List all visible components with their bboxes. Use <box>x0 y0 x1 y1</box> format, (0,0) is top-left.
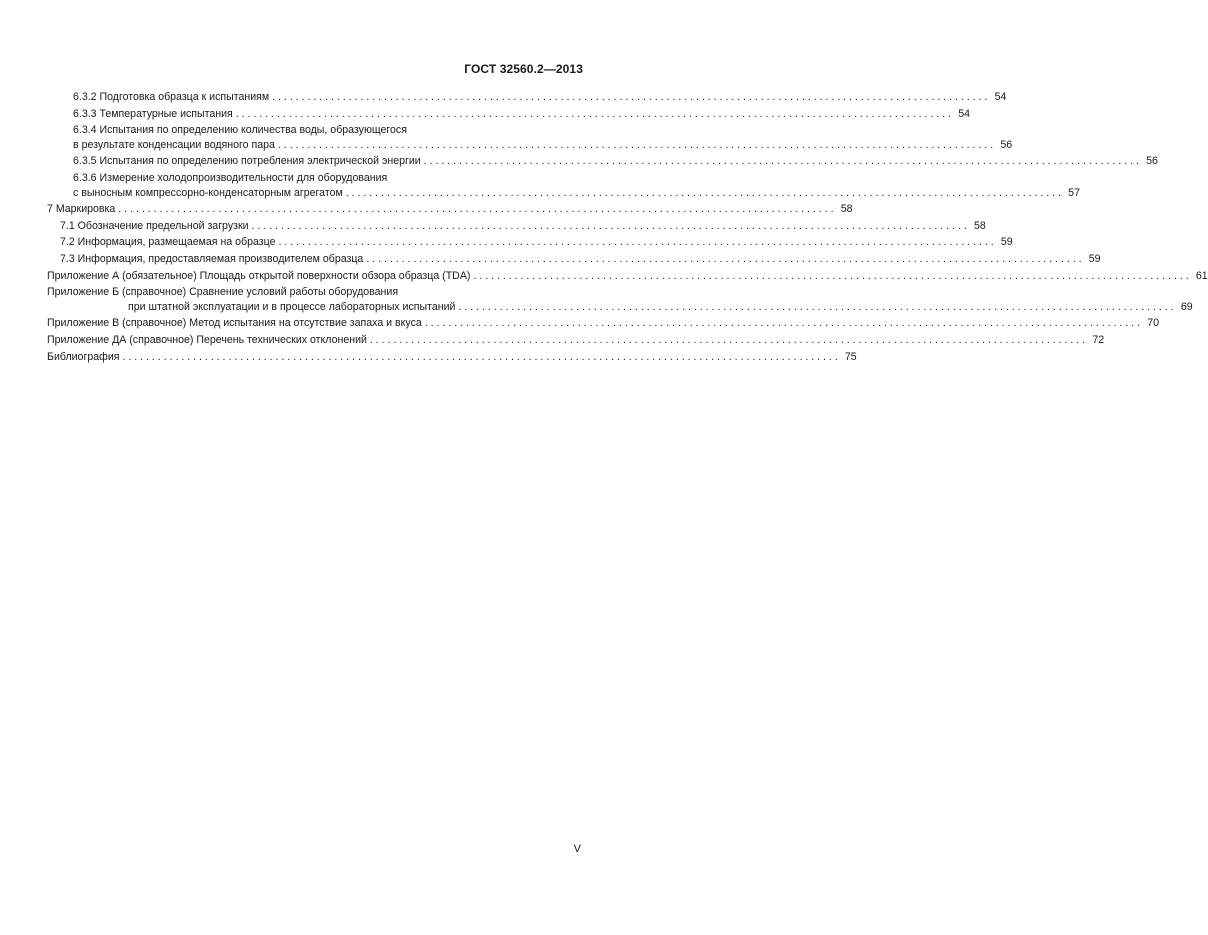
toc-entry-appendix-b[interactable] <box>47 285 583 300</box>
toc-entry-6-3-5[interactable] <box>47 154 1158 169</box>
toc-entry-6-3-6-continuation[interactable] <box>47 186 1080 201</box>
toc-entry-title-continuation: в результате конденсации водяного пара <box>73 138 275 151</box>
dot-leader <box>275 138 996 153</box>
toc-entry-appendix-b-continuation[interactable] <box>47 300 1193 315</box>
dot-leader <box>367 333 1088 348</box>
dot-leader <box>275 235 996 250</box>
toc-entry-page: 69 <box>1180 300 1193 313</box>
dot-leader <box>269 90 990 105</box>
toc-entry-6-3-2[interactable] <box>47 90 1007 105</box>
dot-leader <box>470 269 1191 284</box>
toc-entry-page: 54 <box>958 107 970 120</box>
toc-entry-6-3-4-continuation[interactable] <box>47 138 1013 153</box>
toc-entry-title: 6.3.6 Измерение холодопроизводительности для оборудования <box>73 171 388 184</box>
toc-entry-title: Приложение ДА (справочное) Перечень технических отклонений <box>47 333 367 346</box>
toc-entry-6-3-3[interactable] <box>47 107 970 122</box>
toc-entry-title: Библиография <box>47 350 120 363</box>
toc-entry-page: 61 <box>1195 269 1208 282</box>
document-header: ГОСТ 32560.2—2013 <box>464 62 583 76</box>
toc-entry-page: 58 <box>973 219 986 232</box>
table-of-contents <box>47 90 1208 364</box>
toc-entry-appendix-da[interactable] <box>47 333 1105 348</box>
toc-entry-7-3[interactable] <box>47 252 1101 267</box>
dot-leader <box>343 186 1064 201</box>
toc-entry-title: 6.3.3 Температурные испытания <box>73 107 233 120</box>
toc-entry-7[interactable] <box>47 202 853 217</box>
toc-entry-appendix-v[interactable] <box>47 316 1160 331</box>
toc-entry-bibliography[interactable] <box>47 350 857 365</box>
toc-entry-title: 6.3.5 Испытания по определению потребления электрической энергии <box>73 155 421 168</box>
toc-entry-title: 7.2 Информация, размещаемая на образце <box>60 236 276 249</box>
toc-entry-title: 7 Маркировка <box>47 203 116 216</box>
toc-entry-page: 59 <box>1088 252 1101 265</box>
toc-entry-page: 58 <box>840 203 853 216</box>
toc-entry-title: Приложение А (обязательное) Площадь открытой поверхности обзора образца (TDA) <box>47 269 471 282</box>
toc-entry-page: 54 <box>994 91 1007 103</box>
toc-entry-page: 57 <box>1068 186 1080 199</box>
dot-leader <box>115 202 836 217</box>
dot-leader <box>422 316 1143 331</box>
toc-entry-7-2[interactable] <box>47 235 1013 250</box>
toc-entry-title: 6.3.2 Подготовка образца к испытаниям <box>73 91 270 103</box>
toc-entry-title: 6.3.4 Испытания по определению количества воды, образующегося <box>73 124 407 137</box>
toc-entry-7-1[interactable] <box>47 219 986 234</box>
dot-leader <box>233 107 954 122</box>
toc-entry-page: 59 <box>1000 236 1013 249</box>
toc-entry-page: 70 <box>1147 317 1160 330</box>
dot-leader <box>421 154 1142 169</box>
toc-entry-appendix-a[interactable] <box>47 269 1208 284</box>
toc-entry-page: 72 <box>1092 333 1105 346</box>
toc-entry-title-continuation: с выносным компрессорно-конденсаторным агрегатом <box>73 186 343 199</box>
page-number: V <box>573 843 581 855</box>
toc-entry-6-3-6[interactable] <box>47 171 609 186</box>
toc-entry-title-continuation: при штатной эксплуатации и в процессе лабораторных испытаний <box>128 300 456 313</box>
toc-entry-page: 75 <box>844 350 857 363</box>
toc-entry-title: Приложение Б (справочное) Сравнение условий работы оборудования <box>47 286 399 299</box>
dot-leader <box>249 219 970 234</box>
toc-entry-page: 56 <box>1146 155 1158 168</box>
toc-entry-6-3-4[interactable] <box>47 123 609 138</box>
dot-leader <box>455 300 1176 315</box>
toc-entry-page: 56 <box>1000 138 1013 151</box>
toc-entry-title: 7.3 Информация, предоставляемая производителем образца <box>60 252 364 265</box>
toc-entry-title: Приложение В (справочное) Метод испытания на отсутствие запаха и вкуса <box>47 317 422 330</box>
toc-entry-title: 7.1 Обозначение предельной загрузки <box>60 219 249 232</box>
dot-leader <box>363 252 1084 267</box>
dot-leader <box>119 350 840 365</box>
